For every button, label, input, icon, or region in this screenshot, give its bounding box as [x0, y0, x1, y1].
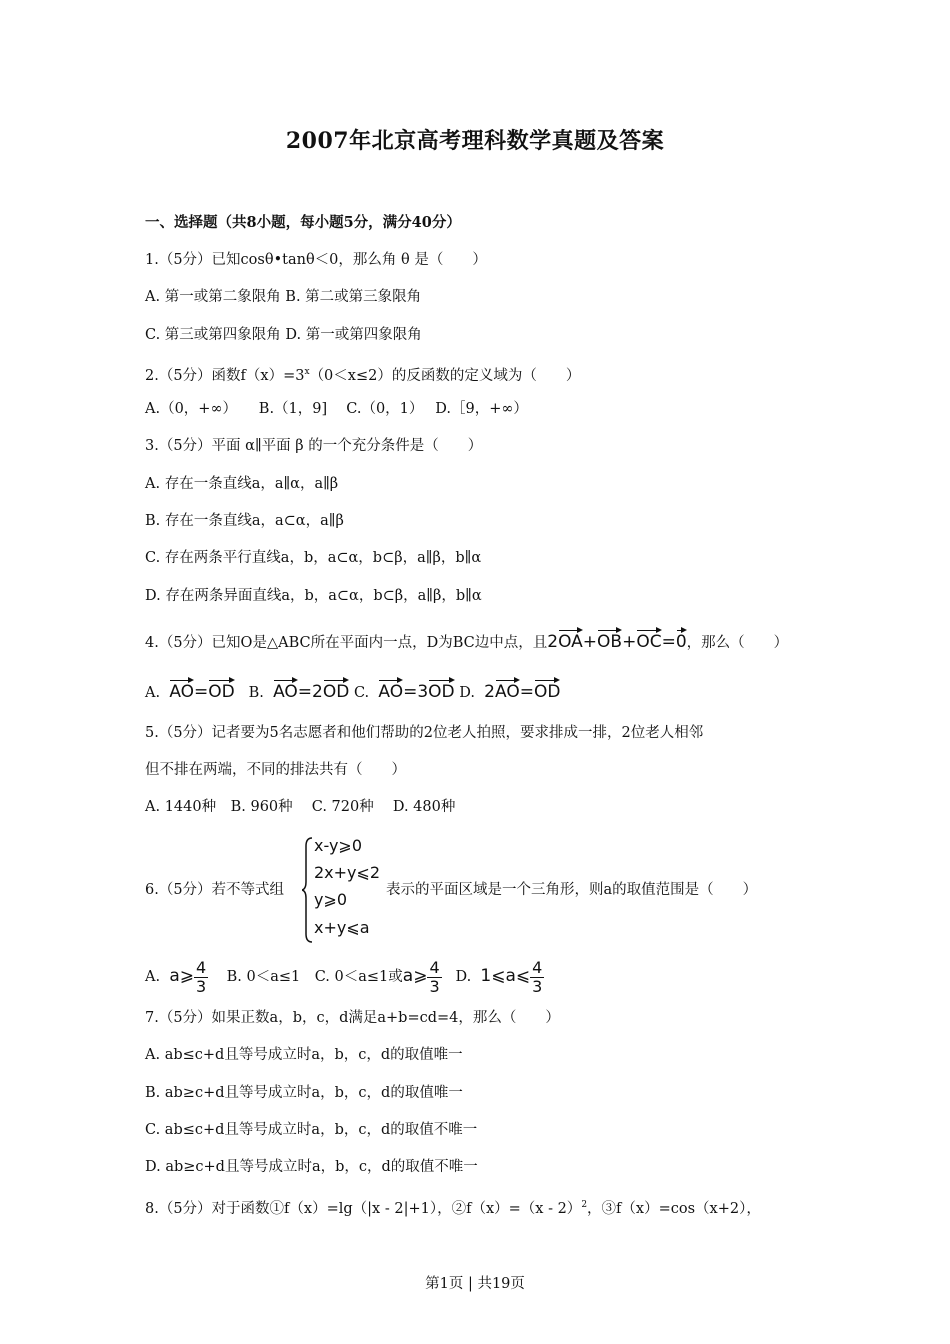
question-8-stem-rest: ，③f（x）=cos（x+2）， [587, 1200, 761, 1217]
option-label: D. [459, 685, 475, 701]
option-label: C. [353, 685, 370, 701]
question-4-option-b [273, 682, 349, 702]
question-2-stem [145, 362, 580, 386]
option-a-relation: a⩾ [169, 966, 194, 986]
question-3-option-c: C. 存在两条平行直线a，b，a⊂α，b⊂β，a∥β，b∥α [145, 550, 482, 566]
inequality-1: x-y⩾0 [314, 836, 363, 855]
question-5-stem-line-1: 5.（5分）记者要为5名志愿者和他们帮助的2位老人拍照，要求排成一排，2位老人相邻 [145, 725, 704, 741]
vector-ao: AO [495, 678, 520, 702]
coefficient: 2 [484, 682, 495, 702]
question-1-options-cd: C. 第三或第四象限角 D. 第一或第四象限角 [145, 327, 422, 343]
fraction-four-thirds [530, 959, 544, 996]
fraction-denominator: 3 [195, 976, 207, 996]
vector-ao: AO [273, 678, 298, 702]
question-6-stem-text: 6.（5分）若不等式组 [145, 882, 285, 898]
plus-sign: + [622, 632, 637, 652]
left-brace-icon [302, 836, 314, 944]
inequality-4: x+y⩽a [314, 918, 370, 937]
option-label: A. [145, 685, 161, 701]
vector-od: OD [208, 678, 234, 702]
vector-oa: OA [558, 628, 583, 652]
question-2-stem-text: 2.（5分）函数f（x）=3 [145, 367, 305, 384]
question-4-options [145, 678, 560, 703]
question-2-stem-rest: （0＜x≤2）的反函数的定义域为（ ） [309, 367, 581, 384]
question-3-option-d: D. 存在两条异面直线a，b，a⊂α，b⊂β，a∥β，b∥α [145, 588, 482, 604]
fraction-numerator: 4 [195, 957, 207, 977]
question-5-options: A. 1440种 B. 960种 C. 720种 D. 480种 [145, 799, 456, 815]
question-4-stem-rest: ，那么（ ） [686, 635, 789, 651]
fraction-numerator: 4 [532, 957, 543, 977]
fraction-denominator: 3 [532, 976, 543, 996]
vector-ao: AO [169, 678, 194, 702]
question-8-stem-text: 8.（5分）对于函数①f（x）=lg（|x - 2|+1），②f（x）=（x - 2） [145, 1200, 582, 1217]
fraction-four-thirds [427, 959, 441, 996]
question-4-vector-condition [547, 632, 686, 652]
vector-od: OD [428, 678, 454, 702]
option-label: D. [455, 969, 472, 985]
page-footer: 第1页 | 共19页 [425, 1276, 525, 1292]
question-8-exponent: 2 [581, 1200, 588, 1210]
option-c-relation: a⩾ [402, 966, 428, 986]
question-3-option-a: A. 存在一条直线a，a∥α，a∥β [145, 476, 339, 492]
vector-od: OD [323, 678, 349, 702]
question-5-stem-line-2: 但不排在两端，不同的排法共有（ ） [145, 762, 406, 778]
fraction-denominator: 3 [429, 976, 440, 996]
question-7-option-d: D. ab≥c+d且等号成立时a，b，c，d的取值不唯一 [145, 1159, 478, 1175]
equals-sign: =2 [297, 682, 323, 702]
page-title: 2007年北京高考理科数学真题及答案 [285, 128, 665, 154]
question-2-exponent: x [304, 367, 310, 377]
zero-vector: 0 [676, 628, 687, 652]
fraction-four-thirds [194, 959, 208, 996]
plus-sign: + [582, 632, 598, 652]
question-7-option-c: C. ab≤c+d且等号成立时a，b，c，d的取值不唯一 [145, 1122, 478, 1138]
question-6-options [145, 958, 544, 996]
question-3-option-b: B. 存在一条直线a，a⊂α，a∥β [145, 513, 344, 529]
question-4-option-c [378, 682, 454, 702]
vector-ao: AO [378, 678, 403, 702]
inequality-system [302, 836, 386, 944]
equals-sign: = [194, 682, 209, 702]
option-d-relation: 1⩽a⩽ [480, 966, 531, 986]
fraction-numerator: 4 [429, 957, 440, 977]
option-label: B. [248, 685, 264, 701]
question-1-stem: 1.（5分）已知cosθ•tanθ＜0，那么角 θ 是（ ） [145, 252, 487, 268]
question-4-stem [145, 628, 788, 653]
inequality-3: y⩾0 [314, 890, 348, 909]
equals-sign: = [661, 632, 676, 652]
coefficient: 2 [547, 632, 559, 652]
option-b-and-c-text: B. 0＜a≤1 C. 0＜a≤1或 [226, 969, 403, 985]
inequality-2: 2x+y⩽2 [314, 863, 381, 882]
question-2-options: A.（0，+∞） B.（1，9] C.（0，1） D.［9，+∞） [145, 401, 528, 417]
vector-oc: OC [636, 628, 661, 652]
vector-od: OD [534, 678, 560, 702]
question-8-stem [145, 1195, 761, 1219]
question-7-stem: 7.（5分）如果正数a，b，c，d满足a+b=cd=4，那么（ ） [145, 1010, 560, 1026]
question-4-stem-text: 4.（5分）已知O是△ABC所在平面内一点，D为BC边中点，且 [145, 635, 548, 651]
equals-sign: = [519, 682, 534, 702]
question-4-option-d [484, 682, 560, 702]
question-7-option-a: A. ab≤c+d且等号成立时a，b，c，d的取值唯一 [145, 1047, 463, 1063]
section-heading: 一、选择题（共8小题，每小题5分，满分40分） [145, 214, 461, 231]
question-6-stem-rest: 表示的平面区域是一个三角形，则a的取值范围是（ ） [386, 882, 758, 898]
question-4-option-a [169, 682, 234, 702]
equals-sign: =3 [403, 682, 429, 702]
question-7-option-b: B. ab≥c+d且等号成立时a，b，c，d的取值唯一 [145, 1085, 463, 1101]
question-3-stem: 3.（5分）平面 α∥平面 β 的一个充分条件是（ ） [145, 438, 483, 454]
option-label: A. [145, 969, 161, 985]
vector-ob: OB [597, 628, 622, 652]
question-1-options-ab: A. 第一或第二象限角 B. 第二或第三象限角 [145, 289, 422, 305]
